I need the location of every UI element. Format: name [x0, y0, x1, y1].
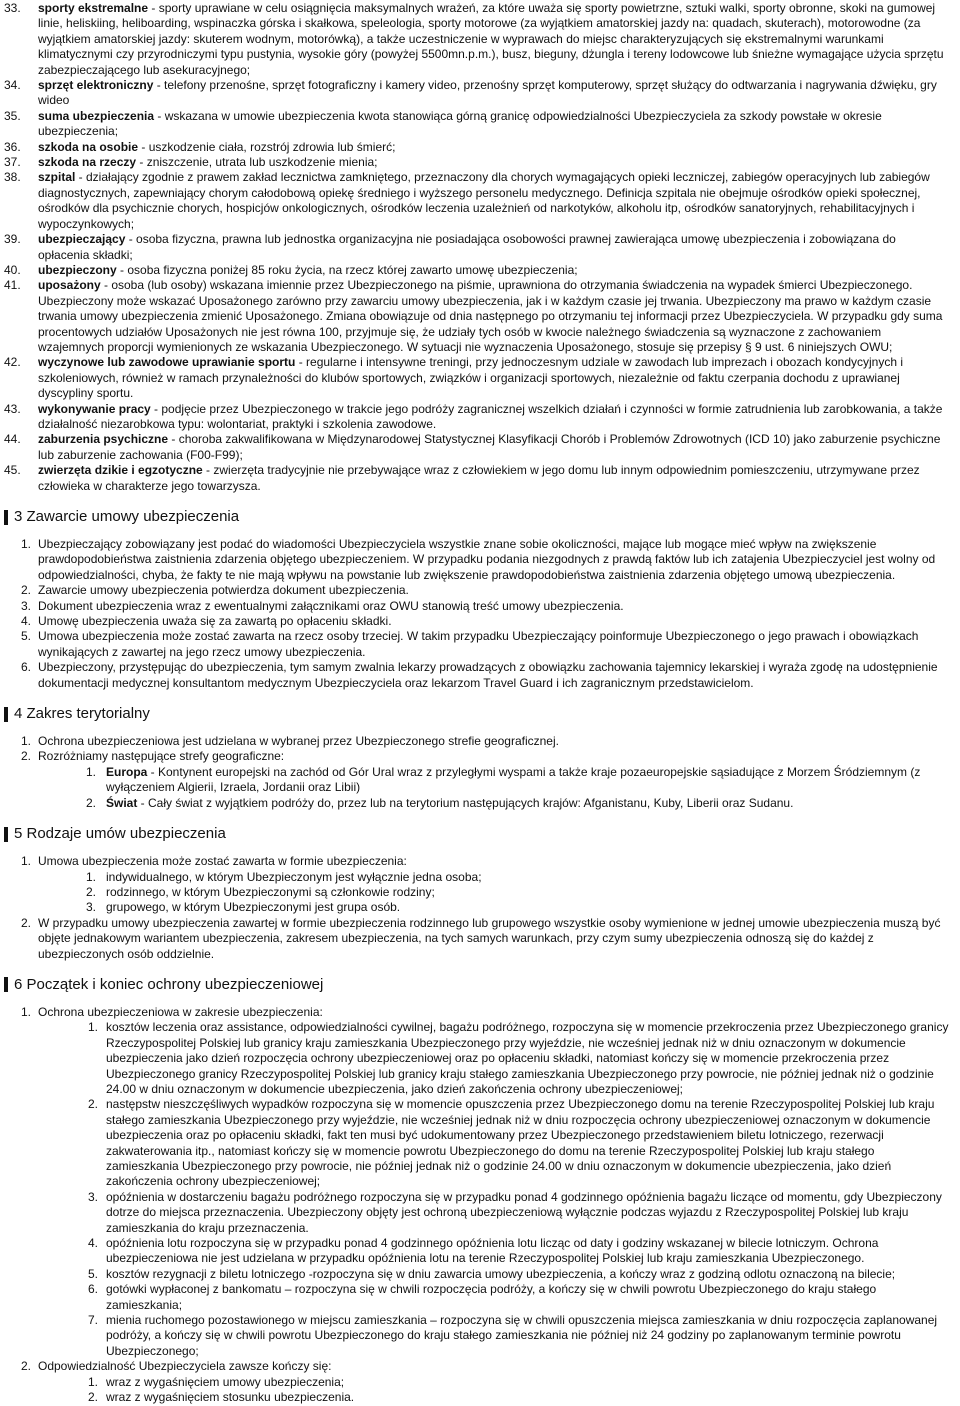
definition-item	[4, 232, 950, 263]
definition-item	[4, 402, 950, 433]
item-number: 35.	[4, 108, 21, 123]
definition-text: - podjęcie przez Ubezpieczonego w trakcie jego podróży zagranicznej wszelkich działań i czynności w formie zatrudnienia lub zarobkowania, a także działalność niezarobkowa typu: wolontariat, praktyki i szkolenia zawodowe.	[38, 401, 943, 431]
item-number: 1.	[21, 537, 32, 551]
zone-item	[72, 765, 950, 796]
zone-text: - Cały świat z wyjątkiem podróży do, przez lub na terytorium następujących krajów: Afganistanu, Kuby, Liberii oraz Sudanu.	[137, 795, 794, 810]
coverage-item	[72, 1190, 950, 1236]
section-title-text: 5 Rodzaje umów ubezpieczenia	[14, 825, 226, 843]
item-number: 1.	[85, 869, 96, 884]
definition-item	[4, 432, 950, 463]
definition-term: sprzęt elektroniczny	[38, 78, 154, 93]
item-number: 39.	[4, 232, 21, 247]
definition-item	[4, 263, 950, 278]
zone-term: Świat	[106, 795, 138, 810]
heading-bar	[4, 977, 8, 992]
item-text: mienia ruchomego pozostawionego w miejscu zamieszkania – rozpoczyna się w chwili opuszczenia miejsca zamieszkania w dniu rozpoczęcia zaplanowanej podróży, a kończy się w chwili powrotu Ubezpieczonego do kraju stałego zamieszkania nie później niż 24 godziny po zaplanowanym terminie powrotu Ubezpieczonego;	[106, 1313, 938, 1358]
item-number: 2.	[87, 1390, 98, 1405]
item-number: 43.	[4, 401, 21, 416]
definition-text: - osoba (lub osoby) wskazana imiennie przez Ubezpieczonego na piśmie, uprawniona do otrzymania świadczenia na wypadek śmierci Ubezpieczonego. Ubezpieczony może wskazać Uposażonego zarówno przy zawarciu umowy ubezpieczenia, jak i w każdym czasie jej trwania. Ubezpieczony ma prawo w każdym czasie trwania umowy ubezpieczenia zmienić Uposażonego. Zmiana obowiązuje od dnia następnego po otrzymaniu tej informacji przez Ubezpieczyciela. W przypadku gdy suma procentowych udziałów Uposażonych nie jest równa 100, przyjmuje się, że udziały tych osób w kwocie należnego świadczenia są wyznaczone z zachowaniem wzajemnych proporcji wymienionych ze wskazania Ubezpieczonego. W sytuacji nie wyznaczenia Uposażonego, stosuje się przepisy § 9 ust. 6 niniejszych OWU;	[38, 278, 943, 354]
item-number: 45.	[4, 463, 21, 478]
definition-term: sporty ekstremalne	[38, 1, 149, 15]
item-number: 2.	[21, 1359, 32, 1374]
section-heading	[4, 975, 950, 995]
item-number: 4.	[21, 614, 32, 629]
definition-item	[4, 140, 950, 155]
item-text: kosztów rezygnacji z biletu lotniczego -rozpoczyna się w dniu zawarcia umowy ubezpieczenia, a kończy wraz z godziną odlotu oznaczoną na bilecie;	[106, 1266, 896, 1281]
form-item	[72, 900, 950, 915]
list-item	[4, 1005, 950, 1359]
section-4-list	[4, 734, 950, 811]
item-text: indywidualnego, w którym Ubezpieczonym jest wyłącznie jedna osoba;	[106, 869, 482, 884]
definition-item	[4, 278, 950, 355]
item-text: Dokument ubezpieczenia wraz z ewentualnymi załącznikami oraz OWU stanowią treść umowy ubezpieczenia.	[38, 598, 624, 613]
list-item	[4, 629, 950, 660]
definition-item	[4, 1, 950, 78]
definition-text: - choroba zakwalifikowana w Międzynarodowej Statystycznej Klasyfikacji Chorób i Problemów Zdrowotnych (ICD 10) jako zaburzenie psychiczne lub zaburzenie zachowania (F00-F99);	[38, 432, 941, 462]
item-number: 44.	[4, 432, 21, 447]
item-text: Umowa ubezpieczenia może zostać zawarta w formie ubezpieczenia:	[38, 854, 407, 869]
coverage-item	[72, 1236, 950, 1267]
item-number: 41.	[4, 278, 21, 293]
definition-term: wykonywanie pracy	[38, 401, 151, 416]
definition-item	[4, 170, 950, 232]
item-number: 1.	[21, 1004, 32, 1019]
definition-text: - zniszczenie, utrata lub uszkodzenie mienia;	[136, 155, 378, 170]
list-item	[4, 1359, 950, 1405]
definition-text: - telefony przenośne, sprzęt fotograficzny i kamery video, przenośny sprzęt komputerowy, sprzęt służący do odtwarzania i nagrywania dźwięku, gry wideo	[38, 78, 937, 108]
forms-list	[38, 870, 950, 916]
definition-text: - zwierzęta tradycyjnie nie przebywające wraz z człowiekiem w jego domu lub innym odpowiednim pomieszczeniu, utrzymywane przez człowieka w charakterze jego towarzysza.	[38, 463, 920, 493]
definition-item	[4, 463, 950, 494]
definition-term: zwierzęta dzikie i egzotyczne	[38, 463, 203, 478]
item-text: Umowa ubezpieczenia może zostać zawarta na rzecz osoby trzeciej. W takim przypadku Ubezpieczający poinformuje Ubezpieczonego o jego prawach i obowiązkach wynikających z zawartej na jego rzecz umowy ubezpieczenia.	[38, 629, 919, 659]
item-text: wraz z wygaśnięciem stosunku ubezpieczenia.	[106, 1390, 355, 1405]
section-heading	[4, 704, 950, 724]
item-number: 3.	[87, 1189, 98, 1204]
section-6-list	[4, 1005, 950, 1406]
item-text: Ubezpieczony, przystępując do ubezpieczenia, tym samym zwalnia lekarzy prowadzących z obowiązku zachowania tajemnicy lekarskiej i wyraża zgodę na udostępnienie dokumentacji medycznej konsultantom medycznym Ubezpieczyciela oraz lekarzom Travel Guard i ich zagranicznym przedstawicielom.	[38, 660, 938, 690]
item-number: 1.	[85, 764, 96, 779]
section-title-text: 6 Początek i koniec ochrony ubezpieczeniowej	[14, 975, 324, 993]
definitions-list	[4, 0, 950, 494]
item-number: 6.	[87, 1282, 98, 1297]
form-item	[72, 870, 950, 885]
zone-text: - Kontynent europejski na zachód od Gór Ural wraz z przyległymi wyspami a także kraje pozaeuropejskie sąsiadujące z Morzem Śródziemnym (z wyłączeniem Algierii, Izraela, Jordanii oraz Libii)	[106, 764, 921, 795]
section-5-list	[4, 854, 950, 962]
item-number: 2.	[21, 583, 32, 598]
item-text: Ochrona ubezpieczeniowa jest udzielana w wybranej przez Ubezpieczonego strefie geograficznej.	[38, 734, 559, 749]
item-text: następstw nieszczęśliwych wypadków rozpoczyna się w momencie opuszczenia przez Ubezpieczonego domu na terenie Rzeczypospolitej Polskiej lub kraju stałego zamieszkania Ubezpieczonego przy wyjeździe, nie wcześniej jednak niż w dniu rozpoczęcia ochrony ubezpieczeniowej oznaczonym w dokumencie ubezpieczenia oraz po opłaceniu składki, fakt ten musi być udokumentowany przez Ubezpieczonego przedstawieniem biletu lotniczego, rezerwacji zakwaterowania itp., natomiast kończy się w momencie powrotu Ubezpieczonego do domu na terenie Rzeczypospolitej Polskiej lub kraju stałego zamieszkania Ubezpieczonego przy powrocie, nie później jednak niż o godzinie 24.00 w dniu oznaczonym w dokumencie ubezpieczenia, jako dzień zakończenia ochrony ubezpieczeniowej;	[106, 1097, 935, 1189]
definition-term: ubezpieczony	[38, 262, 117, 277]
end-condition-item	[72, 1375, 950, 1390]
item-text: opóźnienia lotu rozpoczyna się w przypadku ponad 4 godzinnego opóźnienia lotu licząc od daty i godziny wskazanej w bilecie lotniczym. Ochrona ubezpieczeniowa nie jest udzielana w przypadku opóźnienia lotu na terenie Rzeczypospolitej Polskiej lub kraju zamieszkania Ubezpieczonego.	[106, 1236, 879, 1266]
coverage-list	[38, 1020, 950, 1359]
heading-bar	[4, 827, 8, 842]
item-text: W przypadku umowy ubezpieczenia zawartej w formie ubezpieczenia rodzinnego lub grupowego wszystkie osoby wymienione w jednej umowie ubezpieczenia muszą być objęte jednakowym wariantem ubezpieczenia, zakresem ubezpieczenia, na tych samych warunkach, przy czym sumy ubezpieczenia odnoszą się do każdej z ubezpieczonych osób oddzielnie.	[38, 915, 941, 961]
item-text: Ubezpieczający zobowiązany jest podać do wiadomości Ubezpieczyciela wszystkie znane sobie okoliczności, mające lub mogące mieć wpływ na zwiększenie prawdopodobieństwa zaistnienia zdarzenia objętego ubezpieczeniem. W przypadku podania niezgodnych z prawdą faktów lub ich zatajenia Ubezpieczyciel jest wolny od odpowiedzialności, chyba, że fakty te nie mają wpływu na powstanie lub zwiększenie prawdopodobieństwa zaistnienia zdarzenia objętego umową ubezpieczenia.	[38, 537, 936, 582]
item-text: Ochrona ubezpieczeniowa w zakresie ubezpieczenia:	[38, 1004, 323, 1019]
item-text: Rozróżniamy następujące strefy geograficzne:	[38, 749, 285, 764]
definition-term: szkoda na osobie	[38, 139, 139, 154]
item-number: 2.	[87, 1097, 98, 1112]
item-number: 5.	[87, 1266, 98, 1281]
definition-term: szkoda na rzeczy	[38, 155, 137, 170]
item-number: 3.	[85, 900, 96, 915]
definition-term: ubezpieczający	[38, 232, 126, 247]
item-text: kosztów leczenia oraz assistance, odpowiedzialności cywilnej, bagażu podróżnego, rozpoczyna się w momencie przekroczenia przez Ubezpieczonego granicy Rzeczypospolitej Polskiej lub granicy kraju zamieszkania Ubezpieczonego przy wyjeździe, nie wcześniej jednak niż w dniu oznaczonym w dokumencie ubezpieczenia jako dzień rozpoczęcia ochrony ubezpieczeniowej oraz po opłaceniu składki, natomiast kończy się w momencie przekroczenia przez Ubezpieczonego granicy Rzeczypospolitej Polskiej lub granicy kraju stałego zamieszkania Ubezpieczonego przy powrocie, nie później jednak niż o godzinie 24.00 w dniu oznaczonym w dokumencie ubezpieczenia, jako dzień zakończenia ochrony ubezpieczeniowej;	[106, 1020, 949, 1096]
definition-term: wyczynowe lub zawodowe uprawianie sportu	[38, 355, 296, 370]
list-item	[4, 614, 950, 629]
coverage-item	[72, 1097, 950, 1189]
item-text: Odpowiedzialność Ubezpieczyciela zawsze kończy się:	[38, 1359, 332, 1374]
item-number: 2.	[21, 749, 32, 764]
coverage-item	[72, 1282, 950, 1313]
item-number: 4.	[87, 1236, 98, 1251]
form-item	[72, 885, 950, 900]
item-number: 34.	[4, 78, 21, 93]
coverage-item	[72, 1313, 950, 1359]
item-number: 2.	[85, 795, 96, 810]
definition-text: - sporty uprawiane w celu osiągnięcia maksymalnych wrażeń, za które uważa się sporty powietrzne, sztuki walki, sporty obronne, skoki na gumowej linie, heliskiing, heliboarding, wspinaczka górska i skałkowa, speleologia, sporty motorowe (za wyjątkiem amatorskiej jazdy na: quadach, skuterach), motorowodne (za wyjątkiem amatorskiej jazdy: skuterem wodnym, motorówką), a także uczestniczenie w wyprawach do miejsc charakteryzujących się ekstremalnymi warunkami klimatycznymi czy przyrodniczymi typu pustynia, wysokie góry (powyżej 5500mn.p.m.), busz, bieguny, dżungla i tereny lodowcowe lub śnieżne wymagające użycia sprzętu zabezpieczającego lub asekuracyjnego;	[38, 1, 944, 77]
zone-item	[72, 796, 950, 811]
item-number: 2.	[21, 915, 32, 930]
definition-item	[4, 155, 950, 170]
definition-text: - osoba fizyczna poniżej 85 roku życia, na rzecz której zawarto umowę ubezpieczenia;	[116, 262, 578, 277]
list-item	[4, 854, 950, 916]
section-3-list	[4, 537, 950, 691]
list-item	[4, 583, 950, 598]
list-item	[4, 599, 950, 614]
heading-bar	[4, 707, 8, 722]
list-item	[4, 916, 950, 962]
definition-term: szpital	[38, 170, 76, 185]
item-number: 1.	[21, 854, 32, 869]
item-number: 33.	[4, 1, 21, 15]
definition-text: - osoba fizyczna, prawna lub jednostka organizacyjna nie posiadająca osobowości prawnej zawierająca umowę ubezpieczenia i zobowiązana do opłacenia składki;	[38, 232, 896, 262]
definition-term: zaburzenia psychiczne	[38, 432, 169, 447]
definition-item	[4, 109, 950, 140]
definition-term: uposażony	[38, 278, 101, 293]
section-heading	[4, 824, 950, 844]
item-number: 3.	[21, 598, 32, 613]
definition-text: - wskazana w umowie ubezpieczenia kwota stanowiąca górną granicę odpowiedzialności Ubezpieczyciela za szkody powstałe w okresie ubezpieczenia;	[38, 108, 882, 139]
list-item	[4, 537, 950, 583]
item-number: 36.	[4, 139, 21, 154]
list-item	[4, 749, 950, 811]
item-text: grupowego, w którym Ubezpieczonymi jest grupa osób.	[106, 900, 401, 915]
item-number: 40.	[4, 262, 21, 277]
list-item	[4, 660, 950, 691]
definition-text: - regularne i intensywne treningi, przy jednoczesnym udziale w zawodach lub imprezach i obozach kondycyjnych i szkoleniowych, również w ramach przynależności do klubów sportowych, związków i organizacji sportowych, niezależnie od faktu czerpania dochodu z uprawianej dyscypliny sportu.	[38, 355, 904, 401]
item-number: 6.	[21, 660, 32, 675]
end-conditions-list	[38, 1375, 950, 1406]
item-number: 37.	[4, 155, 21, 170]
heading-bar	[4, 510, 8, 525]
coverage-item	[72, 1020, 950, 1097]
item-number: 5.	[21, 629, 32, 644]
definition-text: - działający zgodnie z prawem zakład lecznictwa zamkniętego, przeznaczony dla chorych wymagających opieki leczniczej, zabiegów operacyjnych lub zabiegów diagnostycznych, zapewniający chorym całodobową opiekę średniego i wyższego personelu medycznego. Definicja szpitala nie obejmuje ośrodków opieki społecznej, ośrodków dla psychicznie chorych, hospicjów onkologicznych, ośrodków leczenia uzależnień od narkotyków, alkoholu itp, ośrodków sanatoryjnych, rehabilitacyjnych i wypoczynkowych;	[38, 170, 930, 231]
definition-item	[4, 355, 950, 401]
definition-term: suma ubezpieczenia	[38, 108, 155, 123]
item-number: 7.	[87, 1313, 98, 1328]
item-text: Zawarcie umowy ubezpieczenia potwierdza dokument ubezpieczenia.	[38, 583, 409, 598]
item-text: Umowę ubezpieczenia uważa się za zawartą po opłaceniu składki.	[38, 614, 392, 629]
section-heading	[4, 507, 950, 527]
zone-term: Europa	[106, 764, 148, 779]
item-text: opóźnienia w dostarczeniu bagażu podróżnego rozpoczyna się w przypadku ponad 4 godzinnego opóźnienia bagażu liczące od momentu, gdy Ubezpieczony dotrze do miejsca przeznaczenia. Ubezpieczony objęty jest ochroną ubezpieczeniową wyłącznie podczas wyjazdu z Rzeczypospolitej Polskiej lub kraju zamieszkania do kraju przeznaczenia.	[106, 1189, 942, 1235]
item-number: 42.	[4, 355, 21, 370]
zones-list	[38, 765, 950, 811]
section-title-text: 3 Zawarcie umowy ubezpieczenia	[14, 508, 240, 525]
item-number: 1.	[87, 1020, 98, 1035]
item-text: gotówki wypłaconej z bankomatu – rozpoczyna się w chwili rozpoczęcia podróży, a kończy się w chwili powrotu Ubezpieczonego do kraju stałego zamieszkania;	[106, 1282, 877, 1312]
item-number: 1.	[21, 734, 32, 749]
item-number: 38.	[4, 170, 21, 185]
coverage-item	[72, 1267, 950, 1282]
end-condition-item	[72, 1390, 950, 1405]
section-title-text: 4 Zakres terytorialny	[14, 705, 150, 723]
definition-text: - uszkodzenie ciała, rozstrój zdrowia lub śmierć;	[138, 139, 396, 154]
item-text: rodzinnego, w którym Ubezpieczonymi są członkowie rodziny;	[106, 884, 435, 899]
item-number: 2.	[85, 884, 96, 899]
definition-item	[4, 78, 950, 109]
item-text: wraz z wygaśnięciem umowy ubezpieczenia;	[106, 1374, 345, 1389]
list-item	[4, 734, 950, 749]
item-number: 1.	[87, 1374, 98, 1389]
